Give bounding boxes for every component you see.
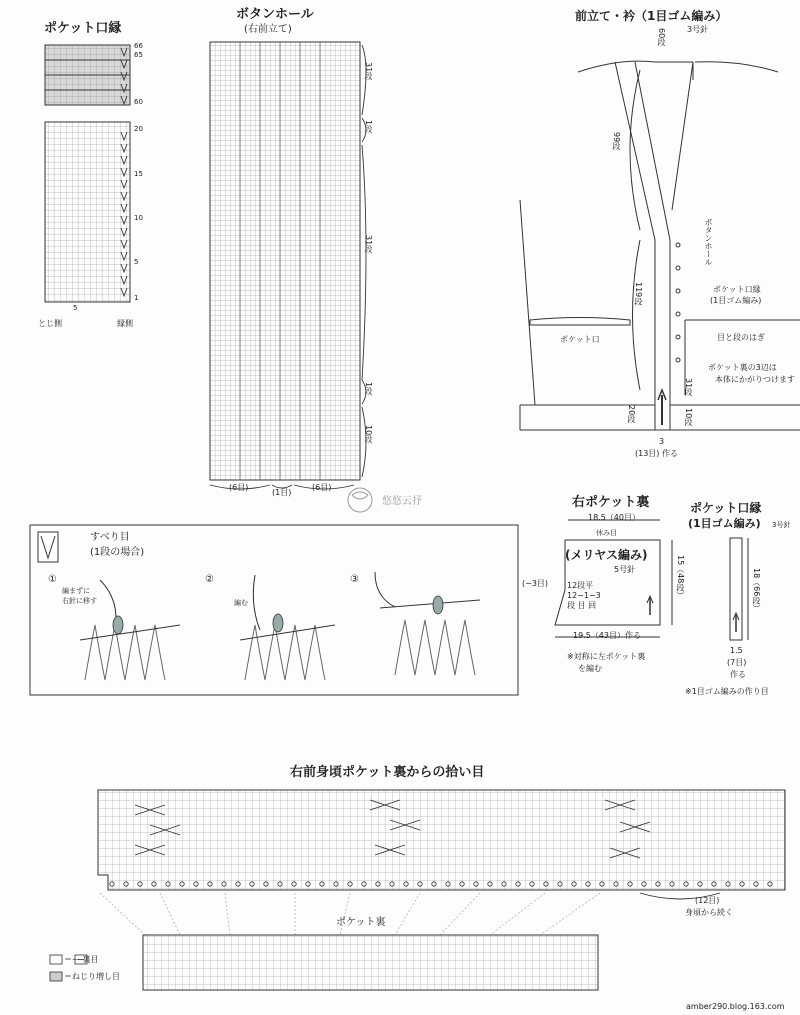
front-band-rows-20: 20段 [627, 405, 636, 424]
pocket-edge-piece-needle: 3号針 [772, 521, 791, 529]
pocket-edge-piece-title: ポケット口縁 [690, 501, 762, 515]
row-num-65: 65 [134, 51, 143, 59]
front-band-rows-31: 31段 [684, 378, 693, 397]
pocket-back-height: 15（48段） [676, 555, 685, 600]
watermark-logo [348, 488, 372, 512]
pocket-back-label: ポケット裏 [336, 917, 386, 928]
pocket-edge-title: ポケット口縁 [44, 21, 122, 36]
bh-seg-31-mid: 31段 [364, 235, 373, 254]
front-band-top-rows: 60段 [657, 28, 666, 47]
pocket-edge-piece-stitches: (7目) [727, 658, 747, 667]
pocket-edge-piece-note: ※1目ゴム編みの作り目 [685, 687, 769, 696]
pocket-edge-piece-subtitle: (1目ゴム編み) [688, 517, 761, 530]
pocket-back-dec-3: 段 目 回 [567, 601, 597, 610]
edge-side-label: 縁側 [117, 319, 133, 328]
front-band-title: 前立て・衿（1目ゴム編み） [575, 9, 728, 23]
front-band-note-1: ポケット裏の3辺は [708, 363, 777, 372]
front-band-rows-10: 10段 [684, 408, 693, 427]
slip-step-3: ③ [350, 574, 359, 585]
watermark-text: 悠悠云抒 [382, 496, 422, 507]
bh-bottom-right: (6目) [312, 483, 332, 492]
pocket-back-dec-2: 12−1−3 [567, 591, 601, 600]
slip-legend-1: すべり目 [90, 532, 130, 543]
pocket-back-left-dec: (−3目) [522, 579, 549, 588]
pocket-back-pattern: (メリヤス編み) [565, 548, 648, 562]
bh-bottom-left: (6目) [229, 483, 249, 492]
row-num-1: 1 [134, 294, 139, 302]
pocket-back-note-1: ※対称に左ポケット裏 [567, 652, 646, 661]
pocket-edge-chart [45, 45, 130, 302]
buttonhole-title: ボタンホール [236, 7, 314, 22]
bh-seg-1-top: 1段 [364, 120, 373, 134]
slip-step-2-note: 編む [234, 599, 248, 607]
pocket-back-dec-1: 12段平 [567, 581, 594, 590]
legend-purl: ＝ー 裏目 [64, 955, 99, 964]
row-num-15: 15 [134, 170, 143, 178]
pocket-back-shape [555, 520, 672, 637]
row-num-5: 5 [134, 258, 139, 266]
front-band-width: 3 [659, 437, 665, 446]
pickup-title: 右前身頃ポケット裏からの拾い目 [290, 765, 485, 780]
front-band-rows-99: 99段 [612, 132, 621, 151]
buttonhole-chart [210, 42, 366, 489]
row-num-66: 66 [134, 42, 143, 50]
pocket-edge-piece-height: 18（66段） [752, 568, 761, 613]
slip-legend-2: (1段の場合) [90, 547, 145, 558]
row-num-20: 20 [134, 125, 143, 133]
front-band-buttonhole-label: ボタンホール [704, 218, 713, 266]
bh-seg-10: 10段 [364, 425, 373, 444]
pocket-back-note-2: を編む [578, 664, 602, 673]
pocket-edge-piece-width: 1.5 [730, 646, 743, 655]
front-band-seam: 目と段のはぎ [717, 333, 765, 342]
footer-url: amber290.blog.163.com [686, 1002, 785, 1011]
front-band-note-2: 本体にかがりつけます [715, 375, 795, 384]
pocket-back-width-bottom: 19.5（43目）作る [573, 631, 641, 640]
front-band-pocket-edge: ポケット口縁 [713, 285, 761, 294]
pocket-back-needle: 5号針 [614, 565, 636, 574]
row-num-60: 60 [134, 98, 143, 106]
slip-step-1-note-2: 右針に移す [62, 597, 97, 605]
front-band-rows-119: 119段 [634, 282, 643, 306]
bh-seg-31-top: 31段 [364, 62, 373, 81]
row-num-10: 10 [134, 214, 143, 222]
bh-bottom-mid: (1目) [272, 488, 292, 497]
pocket-edge-piece-make: 作る [730, 670, 746, 679]
front-band-needle: 3号針 [687, 25, 709, 34]
legend-twist: ＝ねじり増し目 [64, 972, 120, 981]
pocket-back-title: 右ポケット裏 [572, 495, 650, 510]
pocket-back-rest: 休み目 [596, 529, 617, 537]
pocket-back-width-top: 18.5（40目） [588, 513, 640, 522]
slip-step-1-note-1: 編まずに [62, 587, 90, 595]
col-num-5: 5 [73, 304, 78, 312]
bh-seg-1-bottom: 1段 [364, 382, 373, 396]
pickup-right-count: (12目) [695, 896, 720, 905]
front-band-stitches: (13目) 作る [635, 449, 678, 458]
seam-side-label: とじ側 [38, 319, 62, 328]
slip-step-1: ① [48, 574, 57, 585]
pocket-opening-label: ポケット口 [560, 335, 600, 344]
front-band-pocket-edge-sub: (1目ゴム編み) [710, 296, 762, 305]
pickup-right-note: 身頃から続く [685, 908, 733, 917]
slip-step-2: ② [205, 574, 214, 585]
pocket-edge-piece [730, 538, 748, 640]
pickup-chart [98, 790, 785, 990]
buttonhole-subtitle: (右前立て) [244, 24, 292, 35]
